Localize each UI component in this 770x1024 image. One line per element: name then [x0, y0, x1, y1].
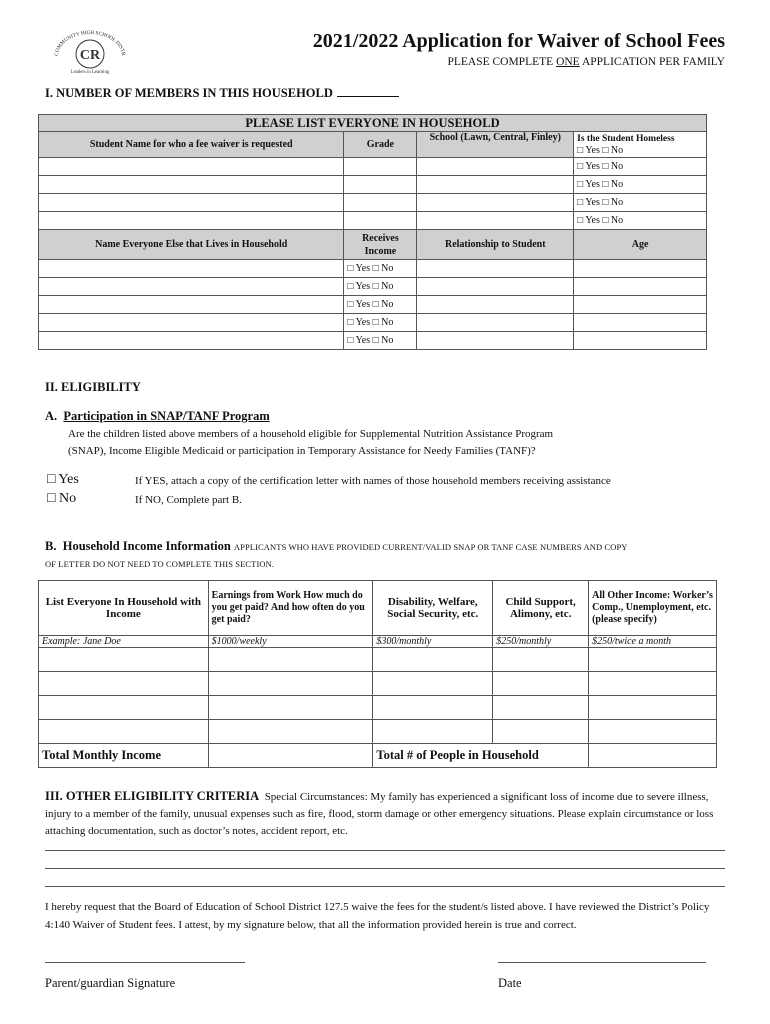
page-subtitle: PLEASE COMPLETE ONE APPLICATION PER FAMILY	[447, 56, 725, 68]
snap-no-text: If NO, Complete part B.	[135, 494, 242, 506]
snap-yes-text: If YES, attach a copy of the certification letter with names of those household members receiving assistance	[135, 475, 611, 487]
homeless-header: Is the Student Homeless □ Yes □ No	[574, 132, 707, 158]
income-checkbox[interactable]: □ Yes □ No	[344, 314, 417, 332]
homeless-checkbox-row1[interactable]: □ Yes □ No	[577, 144, 624, 156]
student-row	[39, 212, 707, 230]
earnings-header: Earnings from Work How much do you get paid? And how often do you get paid?	[208, 581, 373, 636]
example-row: Example: Jane Doe $1000/weekly $300/monthly $250/monthly $250/twice a month	[39, 636, 717, 648]
grade-header: Grade	[344, 132, 417, 158]
other-criteria	[45, 788, 727, 840]
date-label: Date	[498, 976, 522, 990]
household-count-label: I. NUMBER OF MEMBERS IN THIS HOUSEHOLD	[45, 86, 399, 101]
snap-question: Are the children listed above members of a household eligible for Supplemental Nutrition Assistance Program (SNAP), Income Eligible Medicaid or participation in Temporary Assistance for Needy Families (TANF)?	[68, 428, 554, 457]
income-checkbox[interactable]: □ Yes □ No	[344, 278, 417, 296]
homeless-checkbox[interactable]: □ Yes □ No	[574, 158, 707, 176]
income-row	[39, 696, 717, 720]
income-heading: B. Household Income Information APPLICANTS WHO HAVE PROVIDED CURRENT/VALID SNAP OR TANF CASE NUMBERS AND COPY OF LETTER DO NOT NEED TO COMPLETE THIS SECTION.	[45, 539, 628, 569]
income-checkbox[interactable]: □ Yes □ No	[344, 332, 417, 350]
other-criteria-heading: III. OTHER ELIGIBILITY CRITERIA	[45, 789, 260, 803]
signature-line[interactable]	[45, 962, 245, 963]
logo-arc-text: COMMUNITY HIGH SCHOOL DISTR	[53, 29, 127, 57]
other-income-header: All Other Income: Worker’s Comp., Unemployment, etc. (please specify)	[589, 581, 717, 636]
school-header: School (Lawn, Central, Finley)	[417, 132, 574, 158]
relationship-header: Relationship to Student	[417, 230, 574, 260]
total-income-label: Total Monthly Income	[39, 744, 209, 768]
page-title: 2021/2022 Application for Waiver of School Fees	[312, 30, 725, 52]
eligibility-heading: II. ELIGIBILITY	[45, 380, 141, 394]
household-band: PLEASE LIST EVERYONE IN HOUSEHOLD	[39, 115, 707, 132]
logo-tagline: Leaders in Learning	[70, 70, 110, 75]
income-row	[39, 672, 717, 696]
total-people-label: Total # of People in Household	[373, 744, 589, 768]
explanation-line[interactable]	[45, 886, 725, 887]
other-name-header: Name Everyone Else that Lives in Household	[39, 230, 344, 260]
snap-heading: A. Participation in SNAP/TANF Program	[45, 409, 270, 423]
homeless-checkbox[interactable]: □ Yes □ No	[574, 212, 707, 230]
subtitle-emphasis: ONE	[556, 56, 580, 68]
homeless-checkbox[interactable]: □ Yes □ No	[574, 194, 707, 212]
income-row	[39, 720, 717, 744]
student-name-header: Student Name for who a fee waiver is requested	[39, 132, 344, 158]
member-row	[39, 314, 707, 332]
income-checkbox[interactable]: □ Yes □ No	[344, 296, 417, 314]
household-count-field[interactable]	[337, 86, 399, 97]
signature-label: Parent/guardian Signature	[45, 976, 176, 990]
attestation-text: I hereby request that the Board of Education of School District 127.5 waive the fees for the student/s listed above. I have reviewed the District’s Policy 4:140 Waiver of Student fees. I attest, by my signature below, that all the information provided herein is true and correct.	[45, 901, 710, 931]
snap-no-checkbox[interactable]: □ No	[47, 491, 77, 506]
disability-header: Disability, Welfare, Social Security, etc.	[373, 581, 493, 636]
explanation-line[interactable]	[45, 868, 725, 869]
explanation-line[interactable]	[45, 850, 725, 851]
member-row	[39, 332, 707, 350]
income-name-header: List Everyone In Household with Income	[39, 581, 209, 636]
member-row	[39, 278, 707, 296]
logo-letters: CR	[79, 48, 101, 63]
student-row	[39, 158, 707, 176]
member-row	[39, 260, 707, 278]
other-criteria-text: Special Circumstances: My family has experienced a significant loss of income due to severe illness, injury to a member of the family, unusual expenses such as fire, flood, storm damage or other emergency situations. Please explain circumstance or loss attaching documentation, such as doctor’s notes, accident report, etc.	[45, 791, 714, 837]
receives-income-header: Receives Income	[344, 230, 417, 260]
student-row	[39, 176, 707, 194]
member-row	[39, 296, 707, 314]
date-line[interactable]	[498, 962, 706, 963]
homeless-checkbox[interactable]: □ Yes □ No	[574, 176, 707, 194]
district-logo	[50, 24, 130, 76]
child-support-header: Child Support, Alimony, etc.	[493, 581, 589, 636]
income-checkbox[interactable]: □ Yes □ No	[344, 260, 417, 278]
income-row	[39, 648, 717, 672]
income-table	[38, 580, 717, 768]
total-income-field[interactable]	[208, 744, 373, 768]
snap-yes-checkbox[interactable]: □ Yes	[47, 472, 79, 487]
age-header: Age	[574, 230, 707, 260]
household-table	[38, 114, 707, 350]
total-people-field[interactable]	[589, 744, 717, 768]
student-row	[39, 194, 707, 212]
